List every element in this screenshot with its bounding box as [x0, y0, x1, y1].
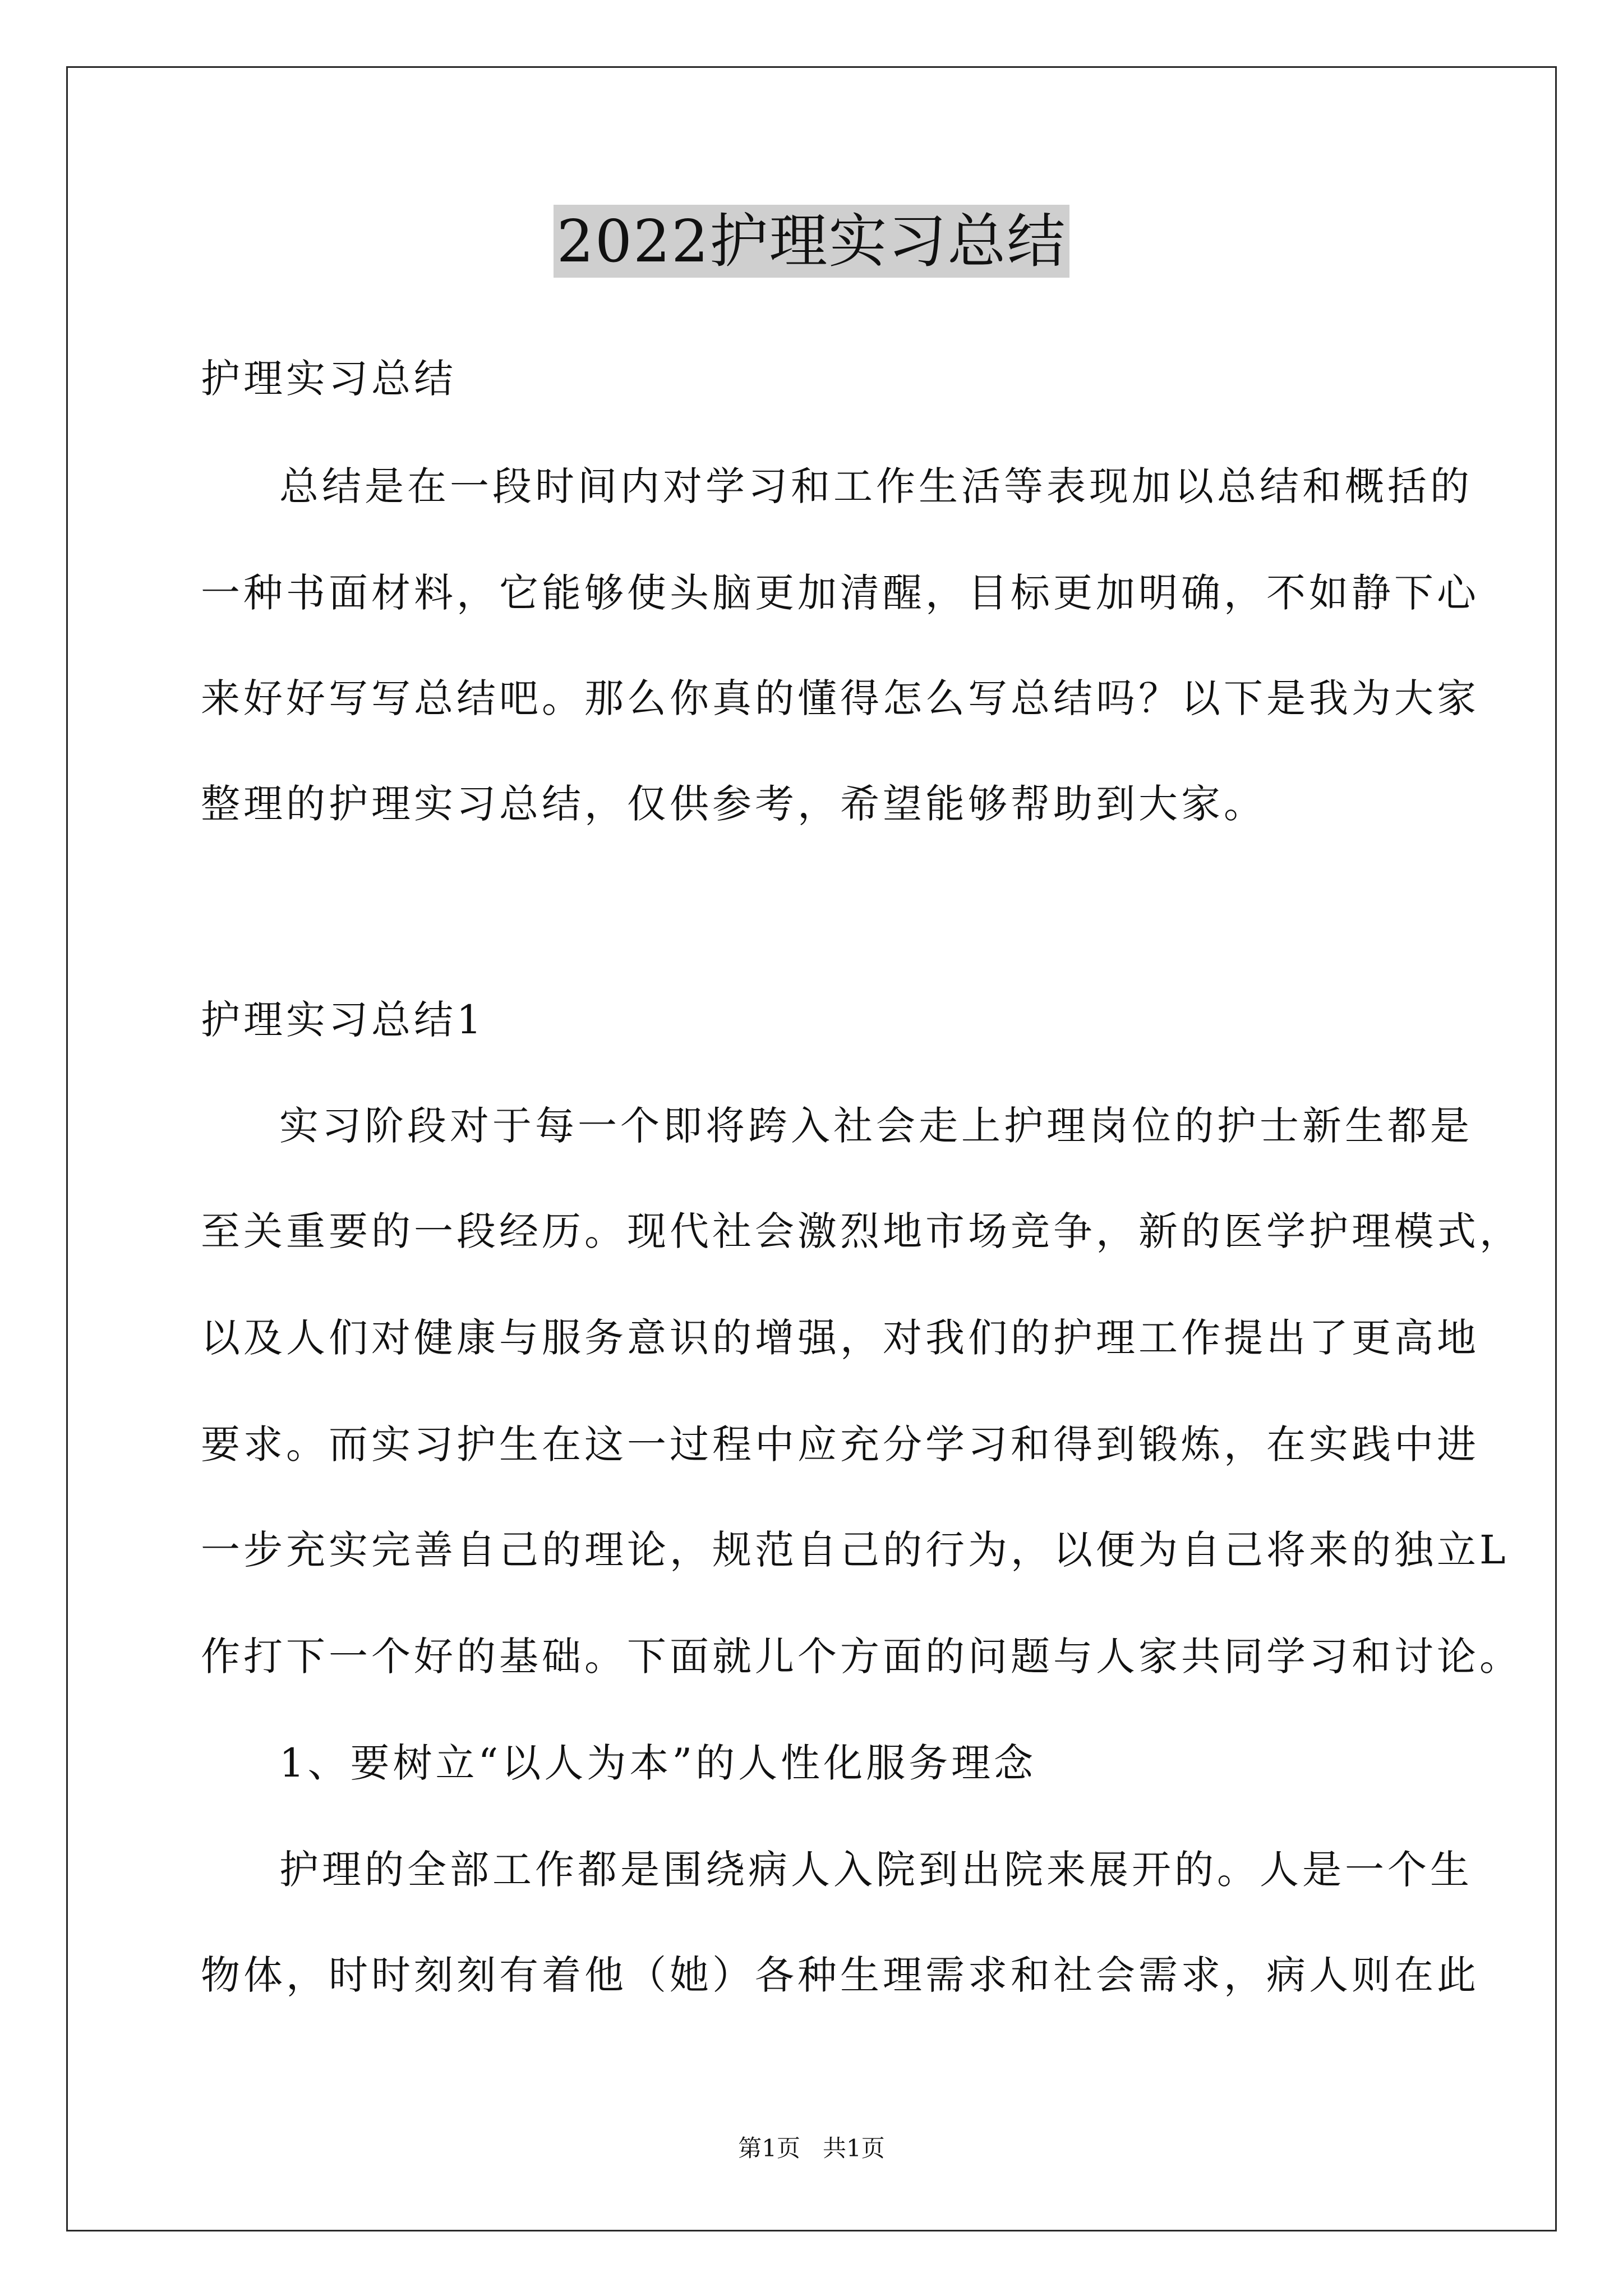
- section-line: 至关重要的一段经历。现代社会激烈地市场竞争，新的医学护理模式，: [201, 1208, 1522, 1254]
- document-title: 2022护理实习总结: [554, 205, 1070, 278]
- intro-line: 总结是在一段时间内对学习和工作生活等表现加以总结和概括的: [279, 463, 1473, 509]
- document-subtitle: 护理实习总结: [201, 356, 457, 402]
- page-footer: 第1页 共1页: [738, 2134, 885, 2162]
- intro-line: 来好好写写总结吧。那么你真的懂得怎么写总结吗？以下是我为大家: [201, 675, 1479, 721]
- point-line: 护理的全部工作都是围绕病人入院到出院来展开的。人是一个生: [279, 1847, 1473, 1893]
- point-line: 物体，时时刻刻有着他（她）各种生理需求和社会需求，病人则在此: [201, 1952, 1479, 1998]
- section-line: 要求。而实习护生在这一过程中应充分学习和得到锻炼，在实践中进: [201, 1421, 1479, 1467]
- intro-line: 一种书面材料，它能够使头脑更加清醒，目标更加明确，不如静下心: [201, 570, 1479, 616]
- section-line: 一步充实完善自己的理论，规范自己的行为，以便为自己将来的独立L: [201, 1527, 1509, 1573]
- intro-line: 整理的护理实习总结，仅供参考，希望能够帮助到大家。: [201, 781, 1266, 827]
- section-line: 作打下一个好的基础。下面就儿个方面的问题与人家共同学习和讨论。: [201, 1634, 1522, 1680]
- section-line: 以及人们对健康与服务意识的增强，对我们的护理工作提出了更高地: [201, 1315, 1479, 1361]
- section-title: 护理实习总结1: [201, 997, 485, 1043]
- section-line: 实习阶段对于每一个即将跨入社会走上护理岗位的护士新生都是: [279, 1103, 1473, 1149]
- point-heading: 1、要树立“以人为本”的人性化服务理念: [279, 1740, 1037, 1786]
- title-container: [0, 205, 1623, 278]
